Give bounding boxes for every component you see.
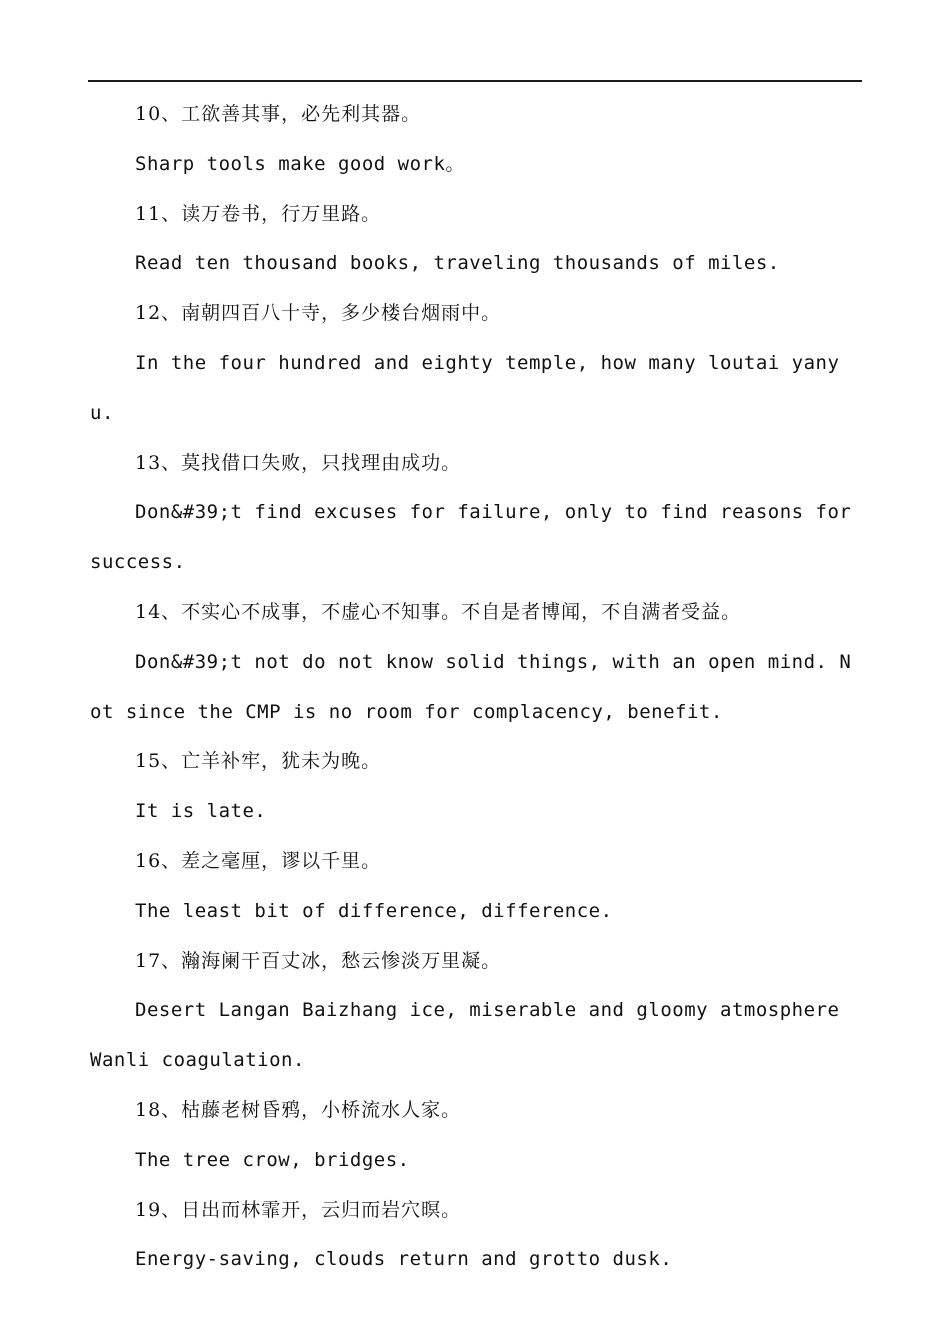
entry-13-english: Don&#39;t find excuses for failure, only to find reasons for success. <box>90 501 852 574</box>
entry-17-english: Desert Langan Baizhang ice, miserable and gloomy atmosphere Wanli coagulation. <box>90 999 840 1072</box>
entry-10-english: Sharp tools make good work。 <box>135 152 465 175</box>
entry-10-chinese: 10、工欲善其事，必先利其器。 <box>135 103 422 125</box>
entry-16-english: The least bit of difference, difference. <box>135 899 613 922</box>
entry-19-english: Energy-saving, clouds return and grotto dusk. <box>135 1248 673 1271</box>
document-body <box>90 90 862 1285</box>
entry-18-chinese: 18、枯藤老树昏鸦，小桥流水人家。 <box>135 1098 462 1121</box>
entry-11-english: Read ten thousand books, traveling thousands of miles. <box>135 252 780 275</box>
entry-11-chinese: 11、读万卷书，行万里路。 <box>135 202 382 225</box>
entry-15-english: It is late. <box>135 800 267 823</box>
header-rule <box>88 80 862 82</box>
entry-19-chinese: 19、日出而林霏开，云归而岩穴暝。 <box>135 1198 462 1221</box>
entry-13-chinese: 13、莫找借口失败，只找理由成功。 <box>135 451 462 474</box>
entry-18-english: The tree crow, bridges. <box>135 1148 410 1171</box>
entry-17-chinese: 17、瀚海阑干百丈冰，愁云惨淡万里凝。 <box>135 949 502 972</box>
entry-16-chinese: 16、差之毫厘，谬以千里。 <box>135 849 382 872</box>
entry-12-chinese: 12、南朝四百八十寺，多少楼台烟雨中。 <box>135 302 502 325</box>
entry-14-english: Don&#39;t not do not know solid things, with an open mind. Not since the CMP is no room for complacency, benefit. <box>90 650 852 723</box>
entry-14-chinese: 14、不实心不成事，不虚心不知事。不自是者博闻，不自满者受益。 <box>135 600 742 623</box>
entry-12-english: In the four hundred and eighty temple, how many loutai yanyu. <box>90 351 840 424</box>
entry-15-chinese: 15、亡羊补牢，犹未为晚。 <box>135 750 382 773</box>
